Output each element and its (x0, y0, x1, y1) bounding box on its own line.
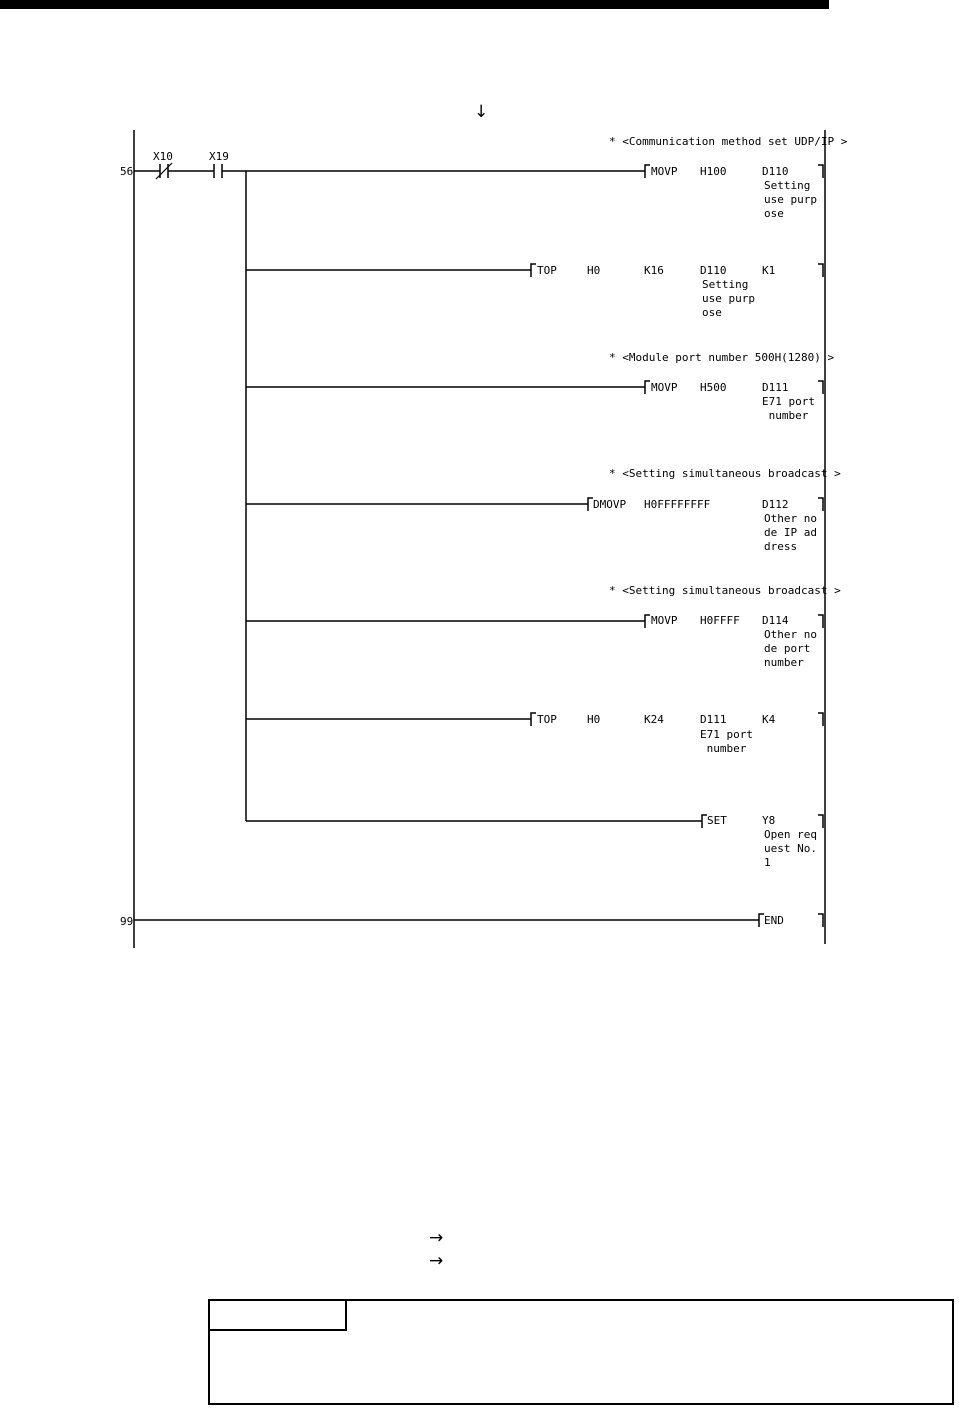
ladder-wire (818, 914, 823, 927)
rung-comment: * <Setting simultaneous broadcast > (609, 467, 841, 480)
device-comment: Setting (764, 179, 811, 192)
device-comment: E71 port (762, 395, 815, 408)
step-number-56: 56 (120, 165, 134, 178)
contact-x10-label: X10 (153, 150, 173, 163)
instruction-operand: K16 (644, 264, 664, 277)
instruction-op: TOP (537, 713, 557, 726)
instruction-operand: H100 (700, 165, 727, 178)
instruction-op: END (764, 914, 784, 927)
instruction-op: MOVP (651, 165, 678, 178)
instruction-operand: Y8 (762, 814, 776, 827)
instruction-operand: D110 (700, 264, 727, 277)
ladder-wire (818, 615, 823, 628)
instruction-op: SET (707, 814, 727, 827)
instruction-operand: D111 (762, 381, 789, 394)
right-arrow-icon: → (429, 1251, 444, 1271)
device-comment: Other no (764, 512, 817, 525)
contact-x19-label: X19 (209, 150, 229, 163)
ladder-wire (531, 264, 536, 277)
ladder-wire (531, 713, 536, 726)
ladder-wire (818, 498, 823, 511)
device-comment: number (700, 742, 747, 755)
instruction-operand: K24 (644, 713, 664, 726)
ladder-wire (818, 815, 823, 828)
instruction-operand: D111 (700, 713, 727, 726)
instruction-operand: D114 (762, 614, 789, 627)
down-arrow-icon: ↓ (474, 102, 489, 122)
instruction-operand: K1 (762, 264, 776, 277)
instruction-operand: K4 (762, 713, 776, 726)
device-comment: use purp (764, 193, 817, 206)
ladder-wire (645, 381, 650, 394)
instruction-op: MOVP (651, 381, 678, 394)
instruction-operand: H500 (700, 381, 727, 394)
device-comment: number (764, 656, 804, 669)
instruction-op: MOVP (651, 614, 678, 627)
device-comment: E71 port (700, 728, 753, 741)
device-comment: uest No. (764, 842, 817, 855)
ladder-wire (818, 165, 823, 178)
ladder-wire (818, 713, 823, 726)
device-comment: de IP ad (764, 526, 817, 539)
device-comment: ose (764, 207, 784, 220)
ladder-wire (645, 615, 650, 628)
ladder-wire (645, 165, 650, 178)
rung-comment: * <Module port number 500H(1280) > (609, 351, 835, 364)
device-comment: dress (764, 540, 798, 553)
instruction-operand: H0FFFFFFFF (644, 498, 711, 511)
device-comment: use purp (702, 292, 755, 305)
point-box-title (210, 1301, 347, 1331)
instruction-operand: H0 (587, 264, 601, 277)
device-comment: Setting (702, 278, 749, 291)
device-comment: Other no (764, 628, 817, 641)
instruction-operand: H0 (587, 713, 601, 726)
rung-comment: * <Communication method set UDP/IP > (609, 135, 848, 148)
ladder-wire (818, 381, 823, 394)
device-comment: ose (702, 306, 722, 319)
right-arrow-icon: → (429, 1228, 444, 1248)
ladder-wire (818, 264, 823, 277)
point-box (208, 1299, 954, 1405)
device-comment: de port (764, 642, 811, 655)
instruction-op: DMOVP (593, 498, 627, 511)
device-comment: Open req (764, 828, 817, 841)
device-comment: 1 (764, 856, 771, 869)
device-comment: number (762, 409, 809, 422)
step-number-99: 99 (120, 915, 134, 928)
instruction-operand: D110 (762, 165, 789, 178)
instruction-operand: D112 (762, 498, 789, 511)
instruction-operand: H0FFFF (700, 614, 740, 627)
instruction-op: TOP (537, 264, 557, 277)
rung-comment: * <Setting simultaneous broadcast > (609, 584, 841, 597)
